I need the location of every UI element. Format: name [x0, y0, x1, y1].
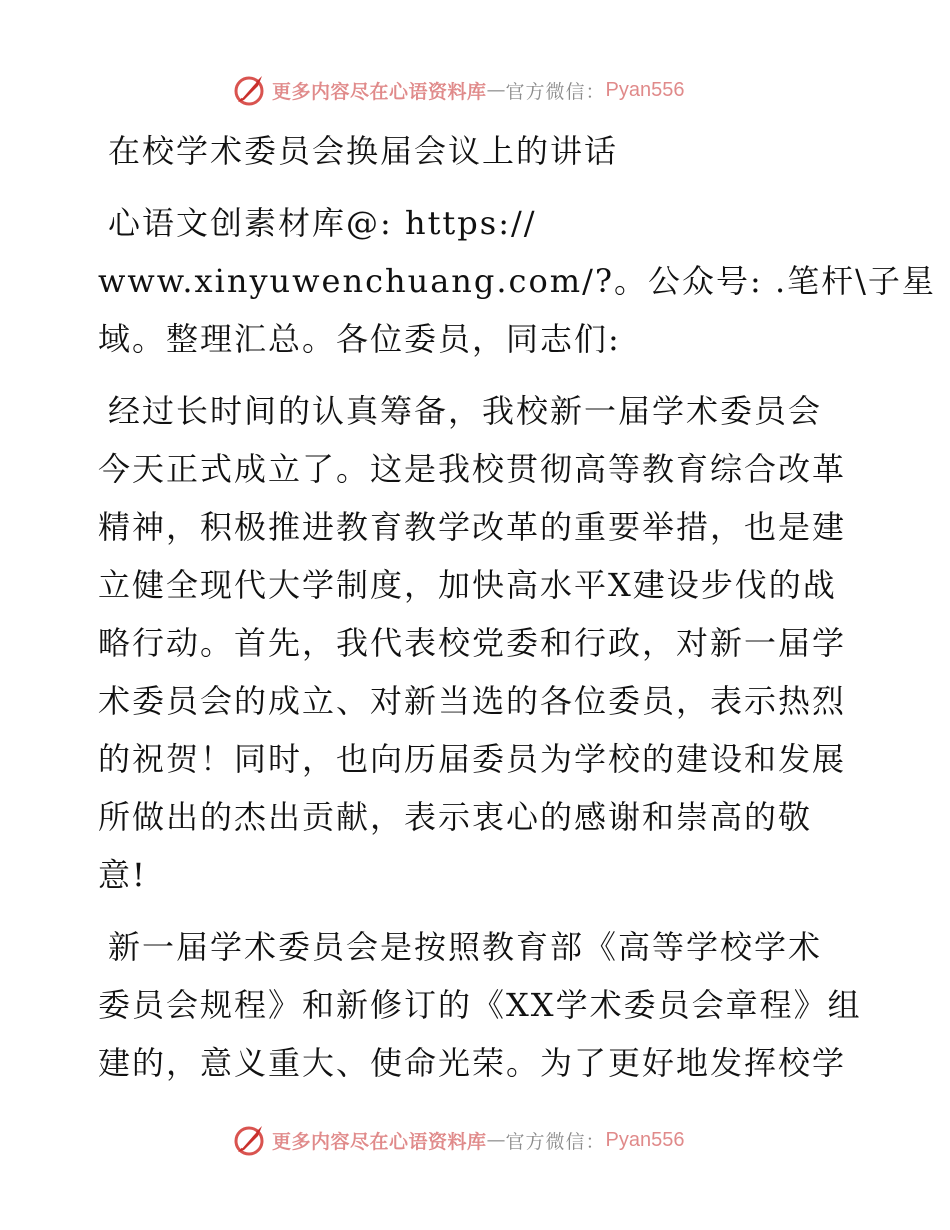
document-title: 在校学术委员会换届会议上的讲话 [108, 132, 619, 170]
paragraph-line: 意! [98, 856, 147, 894]
paragraph-line: 立健全现代大学制度，加快高水平X建设步伐的战 [98, 566, 837, 604]
paragraph-line: 经过长时间的认真筹备，我校新一届学术委员会 [108, 392, 823, 430]
paragraph-line: 委员会规程》和新修订的《XX学术委员会章程》组 [98, 986, 862, 1024]
paragraph-line: 心语文创素材库@: https:// [108, 204, 537, 242]
watermark-wechat-label: 官方微信： [505, 1130, 606, 1153]
paragraph-line: 域。整理汇总。各位委员，同志们: [98, 320, 621, 358]
watermark-wechat-id: Pyan556 [605, 78, 685, 101]
watermark-wechat-id: Pyan556 [605, 1128, 685, 1151]
paragraph-line: 新一届学术委员会是按照教育部《高等学校学术 [108, 928, 823, 966]
paragraph-line: 建的，意义重大、使命光荣。为了更好地发挥校学 [98, 1044, 847, 1082]
quill-logo-icon [232, 1122, 268, 1158]
paragraph-line: www.xinyuwenchuang.com/?。公众号: .笔杆\子星 [98, 262, 936, 300]
document-body [98, 122, 936, 1092]
footer-watermark [232, 1122, 752, 1158]
paragraph-1 [98, 382, 858, 904]
header-watermark [232, 72, 752, 108]
intro-paragraph [98, 194, 936, 368]
paragraph-line: 所做出的杰出贡献，表示衷心的感谢和崇高的敬 [98, 798, 813, 836]
paragraph-line: 略行动。首先，我代表校党委和行政，对新一届学 [98, 624, 847, 662]
paragraph-line: 术委员会的成立、对新当选的各位委员，表示热烈 [98, 682, 847, 720]
paragraph-line: 的祝贺！同时，也向历届委员为学校的建设和发展 [98, 740, 847, 778]
watermark-wechat-label: 官方微信： [505, 80, 606, 103]
paragraph-line: 今天正式成立了。这是我校贯彻高等教育综合改革 [98, 450, 847, 488]
paragraph-2 [98, 918, 862, 1092]
watermark-dash: — [486, 1129, 506, 1151]
watermark-dash: — [486, 79, 506, 101]
quill-logo-icon [232, 72, 268, 108]
watermark-main-text: 更多内容尽在心语资料库 [272, 1130, 487, 1153]
paragraph-line: 精神，积极推进教育教学改革的重要举措，也是建 [98, 508, 847, 546]
watermark-main-text: 更多内容尽在心语资料库 [272, 80, 487, 103]
